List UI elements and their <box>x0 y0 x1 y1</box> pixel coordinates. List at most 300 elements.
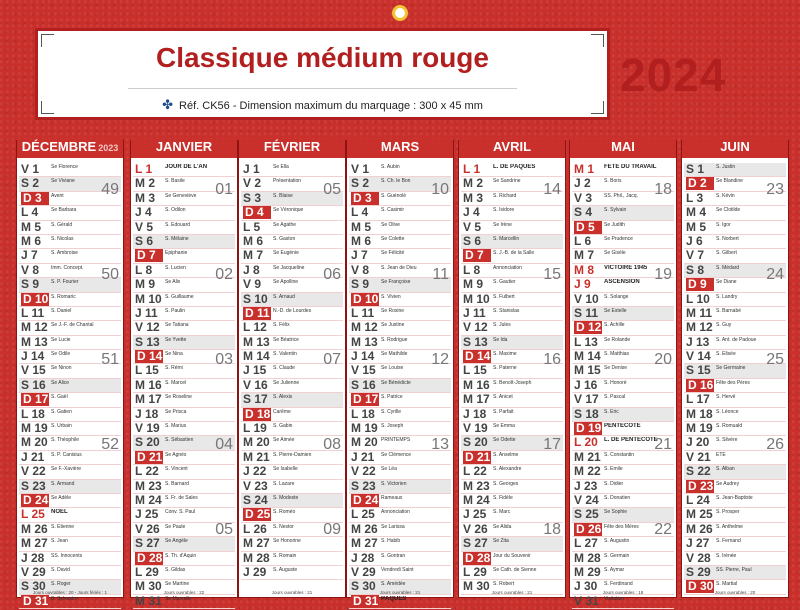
day-number: M 7 <box>574 248 595 263</box>
saint-name: S. Richard <box>493 192 517 199</box>
day-number: S 2 <box>351 176 370 191</box>
day-row <box>349 566 451 580</box>
saint-name: Se Colette <box>381 235 405 242</box>
day-number: V 29 <box>21 564 46 579</box>
day-row <box>19 163 121 177</box>
day-number: S 30 <box>351 579 376 594</box>
day-number: S 17 <box>243 392 268 407</box>
month-label: MARS <box>380 139 420 154</box>
saint-name: Se Gisèle <box>604 250 626 257</box>
day-row <box>19 393 121 407</box>
page-title: Classique médium rouge <box>156 42 489 73</box>
saint-name: S. Casimir <box>381 207 405 214</box>
day-row <box>684 537 786 551</box>
saint-name: S. Odilon <box>165 207 186 214</box>
day-number: J 18 <box>463 406 487 421</box>
day-number: V 9 <box>243 277 262 292</box>
day-number: L 18 <box>21 406 45 421</box>
saint-name: S. Jean <box>51 538 68 545</box>
saint-name: S. Augustin <box>604 538 630 545</box>
day-number: D 4 <box>243 206 271 219</box>
saint-name: S. Gaston <box>273 235 296 242</box>
month-footer: Jours ouvrables : 20 <box>714 590 756 595</box>
saint-name: Se Françoise <box>381 279 411 286</box>
saint-name: S. Roméo <box>273 509 296 516</box>
day-number: V 16 <box>243 377 268 392</box>
day-number: D 10 <box>23 291 49 306</box>
saint-name: S. Isidore <box>493 207 515 214</box>
day-number: S 27 <box>135 536 160 551</box>
saint-name: SS. Phil., Jacq. <box>604 192 638 199</box>
day-number: V 19 <box>135 421 160 436</box>
day-row <box>19 293 121 307</box>
day-number: S 25 <box>574 507 599 522</box>
saint-name: Se Martine <box>165 581 190 588</box>
saint-name: S. Solange <box>604 293 629 300</box>
day-number: L 15 <box>135 363 159 378</box>
day-number: L 27 <box>574 536 598 551</box>
week-number: 18 <box>654 181 672 198</box>
day-row <box>19 221 121 235</box>
week-number: 16 <box>543 351 561 368</box>
day-row <box>133 494 235 508</box>
saint-name: Se Julienne <box>273 379 300 386</box>
day-number: S 3 <box>243 190 262 205</box>
day-number: L 1 <box>463 162 481 176</box>
day-number: M 23 <box>463 478 490 493</box>
day-row <box>461 494 563 508</box>
saint-name: S. Gilbert <box>716 250 737 257</box>
saint-name: S. Stanislas <box>493 307 520 314</box>
saint-name: Se Florence <box>51 164 78 170</box>
day-row <box>572 480 674 494</box>
saint-name: S. Germain <box>604 552 630 559</box>
saint-name: PENTECÔTE <box>604 423 641 430</box>
saint-name: S. Prosper <box>716 509 740 516</box>
saint-name: Fête des Mères <box>604 523 639 530</box>
month-column <box>681 140 789 598</box>
saint-name: S. Didier <box>604 480 624 487</box>
day-number: M 21 <box>243 449 270 464</box>
week-number: 07 <box>323 351 341 368</box>
day-number: M 13 <box>243 334 270 349</box>
saint-name: S. Sébastien <box>165 437 194 444</box>
saint-name: S. Guy <box>716 322 732 329</box>
day-row <box>241 379 343 393</box>
day-row <box>572 321 674 335</box>
day-row <box>349 408 451 422</box>
saint-name: S. Romain <box>273 552 297 559</box>
month-label: FÉVRIER <box>263 139 321 154</box>
saint-name: Se Eugénie <box>273 250 299 257</box>
week-number: 11 <box>432 266 449 283</box>
saint-name: S. Barnabé <box>716 307 742 314</box>
saint-name: Se Angèle <box>165 538 188 545</box>
day-number: M 19 <box>686 421 713 436</box>
day-row <box>349 249 451 263</box>
month-column <box>238 140 346 598</box>
day-number: S 8 <box>686 262 705 277</box>
day-row <box>461 480 563 494</box>
day-row <box>19 249 121 263</box>
day-number: S 6 <box>463 233 482 248</box>
saint-name: S. Urbain <box>51 423 72 430</box>
week-number: 23 <box>766 181 784 198</box>
saint-name: Se Sandrine <box>493 178 521 185</box>
day-number: M 10 <box>463 291 490 306</box>
week-number: 51 <box>101 351 119 368</box>
week-number: 08 <box>323 436 341 453</box>
day-number: D 24 <box>353 492 379 507</box>
day-row <box>241 249 343 263</box>
year-label: 2024 <box>620 49 727 101</box>
day-number: M 24 <box>463 492 490 507</box>
saint-name: Se Odette <box>493 437 516 444</box>
day-number: V 5 <box>135 219 154 234</box>
day-number: M 12 <box>21 320 48 335</box>
day-number: M 14 <box>574 349 601 364</box>
day-number: M 19 <box>21 421 48 436</box>
saint-name: S. Ferdinand <box>604 581 633 588</box>
day-number: L 19 <box>243 421 267 436</box>
saint-name: Se Véronique <box>273 207 304 214</box>
saint-name: S. Daniel <box>51 307 72 314</box>
saint-name: S. Sylvain <box>604 207 627 214</box>
saint-name: S. Marc <box>493 509 511 516</box>
day-row <box>19 595 121 609</box>
saint-name: Présentation <box>273 178 302 185</box>
saint-name: S. Justin <box>716 164 736 170</box>
day-row <box>684 336 786 350</box>
day-number: V 12 <box>135 320 160 335</box>
day-number: M 8 <box>574 262 595 277</box>
week-number: 21 <box>654 436 672 453</box>
saint-name: S. Paterne <box>493 365 517 372</box>
saint-name: S. Arnaud <box>273 293 295 300</box>
day-number: M 19 <box>351 421 378 436</box>
saint-name: Se Rolande <box>604 336 631 343</box>
saint-name: Se Geneviève <box>165 192 197 199</box>
day-row <box>133 307 235 321</box>
day-number: J 30 <box>574 579 598 594</box>
saint-name: Conv. S. Paul <box>165 509 196 516</box>
day-number: J 4 <box>135 205 152 220</box>
day-row <box>461 249 563 263</box>
day-row <box>19 422 121 436</box>
saint-name: Rameaux <box>381 494 403 501</box>
day-row <box>19 206 121 220</box>
day-row <box>684 321 786 335</box>
day-number: J 21 <box>351 449 375 464</box>
saint-name: Se Estelle <box>604 307 627 314</box>
day-number: D 26 <box>576 521 602 536</box>
day-row <box>461 393 563 407</box>
saint-name: S. Aymar <box>604 566 625 573</box>
day-number: M 29 <box>574 564 601 579</box>
day-number: M 5 <box>21 219 42 234</box>
day-number: D 21 <box>465 449 491 464</box>
day-number: L 5 <box>243 219 261 234</box>
saint-name: Avent <box>51 192 64 199</box>
day-row <box>241 293 343 307</box>
day-row <box>572 494 674 508</box>
day-number: D 23 <box>688 478 714 493</box>
saint-name: S. Vivien <box>381 293 401 300</box>
month-name <box>17 139 123 158</box>
day-number: D 3 <box>21 192 49 205</box>
month-footer: Jours ouvrables : 21 <box>271 590 313 595</box>
day-number: M 28 <box>574 550 601 565</box>
day-row <box>684 206 786 220</box>
day-row <box>241 537 343 551</box>
saint-name: S. Joseph <box>381 423 404 430</box>
day-number: J 22 <box>243 464 267 479</box>
day-number: J 16 <box>574 377 598 392</box>
day-row <box>684 494 786 508</box>
day-row <box>133 293 235 307</box>
day-row <box>19 508 121 522</box>
saint-name: S. Auguste <box>273 566 298 573</box>
day-row <box>461 379 563 393</box>
day-number: J 18 <box>135 406 159 421</box>
day-row <box>133 566 235 580</box>
day-row <box>349 336 451 350</box>
day-number: M 13 <box>351 334 378 349</box>
day-number: M 3 <box>463 190 484 205</box>
day-number: D 2 <box>686 177 714 190</box>
saint-name: S. Pierre-Damien <box>273 451 312 458</box>
saint-name: Se Olive <box>381 221 400 228</box>
saint-name: Se Diane <box>716 279 737 286</box>
saint-name: Épiphanie <box>165 250 188 257</box>
week-number: 05 <box>215 521 233 538</box>
saint-name: SS. Innocents <box>51 552 83 559</box>
day-row <box>349 293 451 307</box>
day-row <box>461 465 563 479</box>
day-row <box>133 235 235 249</box>
day-number: V 12 <box>463 320 488 335</box>
saint-name: S. Martial <box>716 581 738 588</box>
day-number: L 29 <box>135 564 159 579</box>
saint-name: S. Achille <box>604 322 625 329</box>
day-number: M 26 <box>686 521 713 536</box>
saint-name: S. Fernand <box>716 538 741 545</box>
day-number: D 10 <box>353 291 379 306</box>
day-number: L 13 <box>574 334 598 349</box>
week-number: 15 <box>543 266 561 283</box>
day-number: V 14 <box>686 349 711 364</box>
day-number: S 13 <box>463 334 488 349</box>
saint-name: S. Benoît-Joseph <box>493 379 532 386</box>
saint-name: ÉTÉ <box>716 451 726 458</box>
day-row <box>461 293 563 307</box>
saint-name: S. Rodrigue <box>381 336 408 343</box>
saint-name: S. Léonce <box>716 408 739 415</box>
saint-name: Jour du Souvenir <box>493 552 531 559</box>
saint-name: Se Ida <box>493 336 508 343</box>
day-row <box>241 393 343 407</box>
day-row <box>461 422 563 436</box>
day-row <box>19 552 121 566</box>
day-row <box>461 206 563 220</box>
day-number: M 7 <box>243 248 264 263</box>
day-number: S 23 <box>21 478 46 493</box>
saint-name: S. Claude <box>273 365 295 372</box>
week-number: 05 <box>323 181 341 198</box>
day-row <box>133 379 235 393</box>
day-number: V 22 <box>21 464 46 479</box>
month-label: AVRIL <box>492 139 532 154</box>
saint-name: S. Gérald <box>51 221 73 228</box>
month-footer: Jours ouvrables : 22 <box>163 590 205 595</box>
day-row <box>572 422 674 436</box>
saint-name: S. Lazare <box>273 480 295 487</box>
day-row <box>349 552 451 566</box>
week-number: 25 <box>766 351 784 368</box>
week-number: 13 <box>431 436 449 453</box>
day-number: S 13 <box>135 334 160 349</box>
month-name <box>570 139 676 158</box>
saint-name: Se Félicité <box>381 250 405 257</box>
saint-name: Annonciation <box>381 509 410 516</box>
day-number: J 13 <box>686 334 710 349</box>
day-row <box>133 537 235 551</box>
saint-name: JOUR DE L'AN <box>165 164 208 170</box>
day-row <box>572 379 674 393</box>
day-number: M 26 <box>351 521 378 536</box>
day-row <box>241 336 343 350</box>
day-number: V 26 <box>135 521 160 536</box>
week-number: 09 <box>323 521 341 538</box>
saint-name: S. Anselme <box>493 451 519 458</box>
saint-name: S. Nestor <box>273 523 294 530</box>
day-number: D 11 <box>245 305 270 320</box>
day-number: J 11 <box>463 305 486 320</box>
day-row <box>19 307 121 321</box>
day-number: D 9 <box>686 278 714 291</box>
day-number: L 29 <box>463 564 487 579</box>
saint-name: S. Gontran <box>381 552 406 559</box>
day-row <box>349 523 451 537</box>
day-number: M 4 <box>686 205 707 220</box>
day-row <box>349 537 451 551</box>
day-number: M 12 <box>351 320 378 335</box>
day-number: M 22 <box>574 464 601 479</box>
day-number: V 21 <box>686 449 711 464</box>
saint-name: Se Yvette <box>165 336 187 343</box>
saint-name: Imm. Concept. <box>51 264 84 271</box>
saint-name: S. Alban <box>716 466 735 473</box>
saint-name: S. Gautier <box>493 279 516 286</box>
saint-name: S. Émile <box>604 466 623 473</box>
saint-name: S. Jean de Dieu <box>381 264 417 271</box>
saint-name: S. Ch. le Bon <box>381 178 411 185</box>
day-number: L 22 <box>463 464 487 479</box>
day-number: J 28 <box>21 550 45 565</box>
saint-name: Se Judith <box>604 221 625 228</box>
saint-name: Se Alix <box>165 279 181 286</box>
day-number: J 27 <box>686 536 710 551</box>
saint-name: S. Blaise <box>273 192 293 199</box>
day-number: L 4 <box>21 205 39 220</box>
saint-name: Se Rosine <box>381 307 405 314</box>
day-row <box>241 307 343 321</box>
day-number: V 15 <box>351 363 376 378</box>
day-row <box>684 235 786 249</box>
saint-name: Se Jacqueline <box>273 264 305 271</box>
saint-name: L. DE PENTECÔTE <box>604 437 658 444</box>
day-number: V 1 <box>351 162 370 176</box>
day-row <box>572 206 674 220</box>
day-number: J 25 <box>135 507 159 522</box>
day-row <box>572 163 674 177</box>
day-list <box>133 163 235 609</box>
day-number: V 7 <box>686 248 705 263</box>
day-number: D 7 <box>463 249 491 262</box>
saint-name: S. Élisée <box>716 351 736 358</box>
saint-name: S. Georges <box>493 480 519 487</box>
saint-name: Se Adèle <box>51 494 72 501</box>
day-row <box>241 206 343 220</box>
day-row <box>241 321 343 335</box>
day-number: S 30 <box>21 579 46 594</box>
saint-name: Se Agathe <box>273 221 297 228</box>
day-row <box>684 293 786 307</box>
saint-name: S. Ambroise <box>51 250 78 257</box>
saint-name: Se Barbara <box>51 207 77 214</box>
saint-name: L. DE PÂQUES <box>493 164 536 170</box>
saint-name: N.-D. de Lourdes <box>273 307 312 314</box>
day-number: L 12 <box>243 320 267 335</box>
day-row <box>349 393 451 407</box>
saint-name: S. Norbert <box>716 235 739 242</box>
day-row <box>19 336 121 350</box>
saint-name: S. J.-B. de la Salle <box>493 250 535 257</box>
saint-name: Se Audrey <box>716 480 740 487</box>
month-label: JANVIER <box>155 139 213 154</box>
day-row <box>19 566 121 580</box>
week-number: 04 <box>215 436 233 453</box>
saint-name: S. Robert <box>493 581 515 588</box>
day-number: M 3 <box>135 190 156 205</box>
day-number: J 23 <box>574 478 598 493</box>
day-number: L 22 <box>135 464 159 479</box>
saint-name: S. Valentin <box>273 351 297 358</box>
day-number: S 22 <box>686 464 711 479</box>
day-number: D 17 <box>353 392 379 407</box>
day-number: J 20 <box>686 435 710 450</box>
saint-name: S. P. Canisius <box>51 451 82 458</box>
week-number: 19 <box>654 266 672 283</box>
saint-name: S. Landry <box>716 293 738 300</box>
day-number: M 16 <box>135 377 162 392</box>
day-row <box>461 552 563 566</box>
week-number: 02 <box>215 266 233 283</box>
saint-name: S. Honoré <box>604 379 627 386</box>
saint-name: S. Jules <box>493 322 511 329</box>
month-footer: Jours ouvrables : 20 - Jours fériés : 1 <box>32 590 108 595</box>
day-number: L 8 <box>135 262 153 277</box>
saint-name: S. Victorien <box>381 480 407 487</box>
day-row <box>241 465 343 479</box>
day-number: J 28 <box>351 550 375 565</box>
day-number: M 5 <box>351 219 372 234</box>
saint-name: Se Prudence <box>604 235 633 242</box>
day-row <box>684 523 786 537</box>
day-number: M 16 <box>463 377 490 392</box>
month-label: MAI <box>611 139 635 154</box>
saint-name: S. Marcellin <box>493 235 520 242</box>
